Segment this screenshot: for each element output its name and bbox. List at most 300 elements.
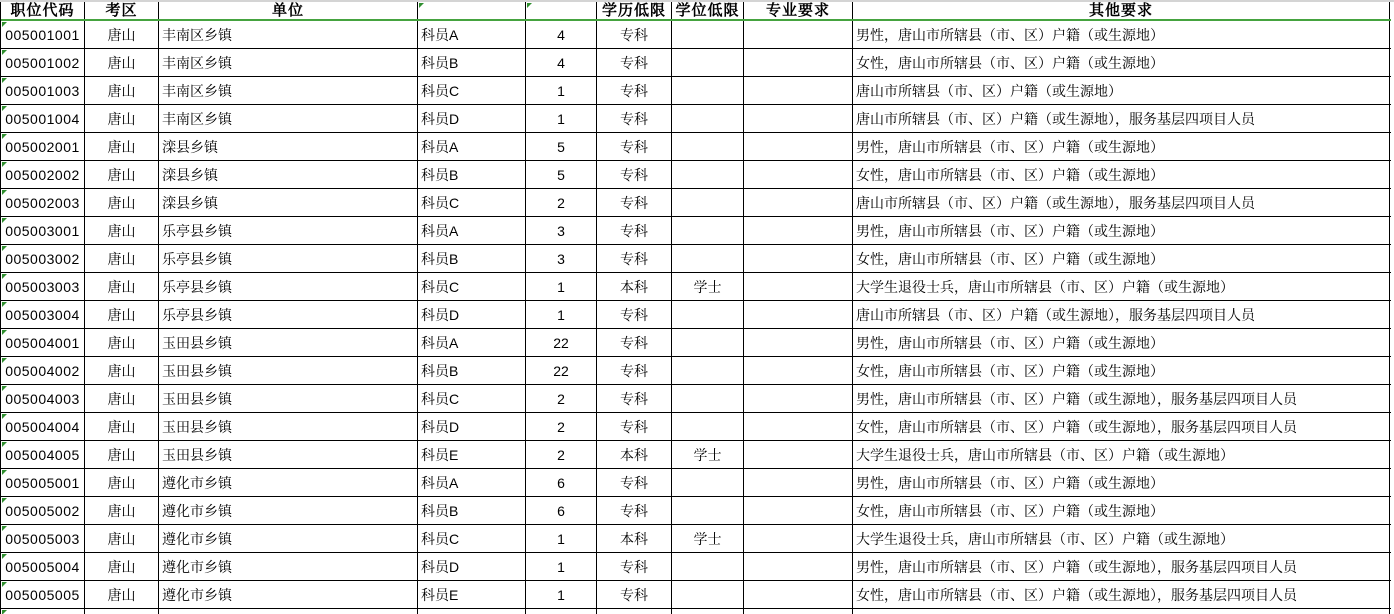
cell-major-requirement[interactable] [744,301,853,328]
cell-position-code[interactable] [1,385,85,412]
cell-text: 22 [553,362,569,379]
cell-min-degree[interactable] [672,217,744,244]
cell-recruit-count[interactable] [526,525,597,552]
cell-other-requirements[interactable] [853,441,1390,468]
cell-position-title[interactable] [418,217,526,244]
cell-min-degree[interactable] [672,189,744,216]
cell-text: 唐山 [107,474,136,491]
cell-recruit-count[interactable] [526,581,597,608]
cell-text: 丰南区乡镇 [162,26,232,43]
cell-min-degree[interactable] [672,385,744,412]
cell-position-title[interactable] [418,385,526,412]
cell-position-title[interactable] [418,49,526,76]
cell-text: 6 [557,502,565,519]
cell-recruit-count[interactable] [526,161,597,188]
cell-exam-district[interactable] [85,105,159,132]
cell-position-title[interactable] [418,189,526,216]
cell-exam-district[interactable] [85,497,159,524]
cell-text: 科员D [421,558,460,575]
cell-major-requirement[interactable] [744,441,853,468]
cell-exam-district[interactable] [85,217,159,244]
cell-position-code[interactable] [1,441,85,468]
cell-other-requirements[interactable] [853,105,1390,132]
cell-other-requirements[interactable] [853,581,1390,608]
cell-text: 2 [557,446,565,463]
header-position-title[interactable] [418,2,526,19]
cell-major-requirement[interactable] [744,413,853,440]
cell-position-code[interactable] [1,497,85,524]
cell-exam-district[interactable] [85,21,159,48]
cell-unit[interactable] [159,525,418,552]
cell-text: 22 [553,334,569,351]
cell-recruit-count[interactable] [526,301,597,328]
cell-major-requirement[interactable] [744,273,853,300]
cell-other-requirements[interactable] [853,609,1390,614]
cell-position-code[interactable] [1,245,85,272]
cell-min-education[interactable] [597,329,672,356]
table-row [1,49,1391,77]
cell-text: 学士 [693,446,722,463]
cell-text: 遵化市乡镇 [162,586,232,603]
green-flag-triangle-icon [2,582,7,587]
cell-min-education[interactable] [597,441,672,468]
cell-recruit-count[interactable] [526,245,597,272]
table-header-row [1,2,1391,21]
cell-min-education[interactable] [597,497,672,524]
cell-position-code[interactable] [1,21,85,48]
cell-position-code[interactable] [1,49,85,76]
cell-text: 专科 [620,558,648,575]
header-unit[interactable]: 单位 [159,2,418,19]
cell-major-requirement[interactable] [744,189,853,216]
cell-min-education[interactable] [597,49,672,76]
cell-text: 科员A [421,334,459,351]
cell-text: 专科 [620,166,648,183]
cell-exam-district[interactable] [85,413,159,440]
cell-text: 女性，唐山市所辖县（市、区）户籍（或生源地），服务基层四项目人员 [856,586,1297,603]
cell-position-code[interactable] [1,273,85,300]
cell-position-code[interactable] [1,329,85,356]
cell-text: 唐山 [107,362,136,379]
cell-min-education[interactable] [597,553,672,580]
cell-position-code[interactable] [1,217,85,244]
cell-text: 玉田县乡镇 [162,334,232,351]
cell-text: 女性，唐山市所辖县（市、区）户籍（或生源地） [856,502,1164,519]
cell-major-requirement[interactable] [744,21,853,48]
cell-recruit-count[interactable] [526,329,597,356]
cell-position-title[interactable] [418,161,526,188]
cell-text: 大学生退役士兵，唐山市所辖县（市、区）户籍（或生源地） [856,446,1234,463]
cell-exam-district[interactable] [85,525,159,552]
cell-unit[interactable] [159,357,418,384]
cell-min-education[interactable] [597,161,672,188]
green-flag-triangle-icon [2,50,7,55]
cell-other-requirements[interactable] [853,161,1390,188]
cell-min-degree[interactable] [672,609,744,614]
cell-position-title[interactable] [418,609,526,614]
cell-other-requirements[interactable] [853,301,1390,328]
cell-unit[interactable] [159,49,418,76]
cell-text: 专科 [620,54,648,71]
green-flag-triangle-icon [2,274,7,279]
cell-other-requirements[interactable] [853,497,1390,524]
cell-other-requirements[interactable] [853,357,1390,384]
cell-text: 005002002 [5,166,80,183]
cell-major-requirement[interactable] [744,357,853,384]
cell-position-code[interactable] [1,189,85,216]
cell-exam-district[interactable] [85,357,159,384]
cell-other-requirements[interactable] [853,245,1390,272]
cell-unit[interactable] [159,21,418,48]
cell-min-education[interactable] [597,105,672,132]
cell-min-degree[interactable] [672,525,744,552]
cell-unit[interactable] [159,245,418,272]
cell-min-education[interactable] [597,609,672,614]
cell-min-degree[interactable] [672,245,744,272]
partial-table-row [1,609,1391,614]
cell-position-code[interactable] [1,581,85,608]
cell-position-title[interactable] [418,245,526,272]
cell-position-code[interactable] [1,357,85,384]
green-flag-triangle-icon [2,162,7,167]
cell-text: 玉田县乡镇 [162,418,232,435]
cell-unit[interactable] [159,217,418,244]
cell-text: 005003002 [5,250,80,267]
cell-text: 乐亭县乡镇 [162,222,232,239]
cell-unit[interactable] [159,497,418,524]
green-flag-triangle-icon [2,526,7,531]
cell-text: 科员A [421,222,459,239]
cell-exam-district[interactable] [85,385,159,412]
cell-other-requirements[interactable] [853,21,1390,48]
cell-position-title[interactable] [418,581,526,608]
cell-text: 005002001 [5,138,80,155]
cell-text: 滦县乡镇 [162,194,218,211]
cell-min-education[interactable] [597,189,672,216]
cell-min-degree[interactable] [672,581,744,608]
cell-exam-district[interactable] [85,469,159,496]
cell-unit[interactable] [159,301,418,328]
cell-min-education[interactable] [597,77,672,104]
cell-position-title[interactable] [418,77,526,104]
cell-text: 唐山 [107,250,136,267]
cell-text: 1 [557,586,565,603]
table-row [1,217,1391,245]
header-major-requirement[interactable]: 专业要求 [744,2,853,19]
cell-position-title[interactable] [418,301,526,328]
cell-min-education[interactable] [597,133,672,160]
cell-major-requirement[interactable] [744,469,853,496]
cell-min-degree[interactable] [672,161,744,188]
cell-text: 科员D [421,110,460,127]
cell-unit[interactable] [159,273,418,300]
cell-text: 4 [557,54,565,71]
cell-other-requirements[interactable] [853,273,1390,300]
cell-text: 丰南区乡镇 [162,54,232,71]
cell-position-title[interactable] [418,413,526,440]
cell-major-requirement[interactable] [744,497,853,524]
cell-text: 学士 [693,530,722,547]
cell-min-education[interactable] [597,469,672,496]
cell-exam-district[interactable] [85,581,159,608]
cell-recruit-count[interactable] [526,77,597,104]
cell-text: 唐山市所辖县（市、区）户籍（或生源地） [856,82,1122,99]
cell-text: 男性，唐山市所辖县（市、区）户籍（或生源地） [856,334,1164,351]
cell-min-education[interactable] [597,357,672,384]
cell-position-code[interactable] [1,133,85,160]
cell-position-code[interactable] [1,77,85,104]
cell-min-degree[interactable] [672,273,744,300]
cell-exam-district[interactable] [85,329,159,356]
cell-unit[interactable] [159,609,418,614]
cell-text: 专科 [620,586,648,603]
cell-recruit-count[interactable] [526,105,597,132]
cell-major-requirement[interactable] [744,49,853,76]
cell-major-requirement[interactable] [744,609,853,614]
green-flag-triangle-icon [2,414,7,419]
cell-recruit-count[interactable] [526,413,597,440]
cell-recruit-count[interactable] [526,133,597,160]
cell-text: 2 [557,418,565,435]
cell-other-requirements[interactable] [853,385,1390,412]
cell-text: 科员B [421,54,459,71]
cell-unit[interactable] [159,581,418,608]
cell-min-degree[interactable] [672,49,744,76]
cell-recruit-count[interactable] [526,385,597,412]
cell-position-title[interactable] [418,469,526,496]
cell-min-degree[interactable] [672,301,744,328]
cell-unit[interactable] [159,553,418,580]
cell-min-degree[interactable] [672,329,744,356]
cell-other-requirements[interactable] [853,553,1390,580]
cell-unit[interactable] [159,413,418,440]
cell-min-education[interactable] [597,273,672,300]
cell-major-requirement[interactable] [744,581,853,608]
cell-position-code[interactable] [1,105,85,132]
green-flag-triangle-icon [2,330,7,335]
cell-exam-district[interactable] [85,609,159,614]
cell-min-education[interactable] [597,385,672,412]
cell-text: 唐山 [107,530,136,547]
header-min-education[interactable]: 学历低限 [597,2,672,19]
cell-other-requirements[interactable] [853,133,1390,160]
cell-text: 3 [557,250,565,267]
cell-unit[interactable] [159,189,418,216]
cell-major-requirement[interactable] [744,245,853,272]
cell-position-title[interactable] [418,273,526,300]
cell-recruit-count[interactable] [526,441,597,468]
cell-min-education[interactable] [597,525,672,552]
cell-position-title[interactable] [418,357,526,384]
green-flag-triangle-icon [2,218,7,223]
cell-text: 专科 [620,502,648,519]
cell-major-requirement[interactable] [744,105,853,132]
cell-min-degree[interactable] [672,469,744,496]
cell-min-degree[interactable] [672,413,744,440]
cell-min-degree[interactable] [672,77,744,104]
green-flag-triangle-icon [2,22,7,27]
cell-text: 3 [557,222,565,239]
cell-major-requirement[interactable] [744,77,853,104]
cell-min-degree[interactable] [672,357,744,384]
cell-text: 唐山 [107,222,136,239]
table-row [1,273,1391,301]
green-flag-triangle-icon [2,442,7,447]
header-min-degree[interactable]: 学位低限 [672,2,744,19]
cell-other-requirements[interactable] [853,189,1390,216]
header-other-requirements[interactable]: 其他要求 [853,2,1390,19]
cell-min-degree[interactable] [672,441,744,468]
cell-other-requirements[interactable] [853,413,1390,440]
cell-min-education[interactable] [597,413,672,440]
cell-text: 005005001 [5,474,80,491]
green-flag-triangle-icon [419,3,424,8]
cell-other-requirements[interactable] [853,77,1390,104]
cell-recruit-count[interactable] [526,273,597,300]
cell-text: 女性，唐山市所辖县（市、区）户籍（或生源地） [856,54,1164,71]
cell-text: 专科 [620,138,648,155]
header-recruit-count[interactable] [526,2,597,19]
cell-position-title[interactable] [418,133,526,160]
cell-text: 本科 [620,446,648,463]
cell-unit[interactable] [159,441,418,468]
cell-position-code[interactable] [1,469,85,496]
cell-text: 5 [557,166,565,183]
cell-min-degree[interactable] [672,105,744,132]
cell-major-requirement[interactable] [744,385,853,412]
cell-text: 唐山市所辖县（市、区）户籍（或生源地），服务基层四项目人员 [856,194,1255,211]
cell-unit[interactable] [159,161,418,188]
cell-other-requirements[interactable] [853,217,1390,244]
cell-text: 2 [557,390,565,407]
cell-other-requirements[interactable] [853,329,1390,356]
cell-major-requirement[interactable] [744,329,853,356]
cell-major-requirement[interactable] [744,553,853,580]
cell-recruit-count[interactable] [526,497,597,524]
cell-text: 玉田县乡镇 [162,362,232,379]
cell-position-title[interactable] [418,329,526,356]
cell-min-degree[interactable] [672,21,744,48]
cell-text: 唐山 [107,26,136,43]
cell-text: 科员B [421,166,459,183]
cell-unit[interactable] [159,329,418,356]
green-flag-triangle-icon [2,358,7,363]
cell-min-education[interactable] [597,245,672,272]
cell-recruit-count[interactable] [526,609,597,614]
header-exam-district[interactable]: 考区 [85,2,159,19]
cell-text: 专科 [620,474,648,491]
cell-position-title[interactable] [418,441,526,468]
cell-exam-district[interactable] [85,189,159,216]
cell-text: 科员A [421,474,459,491]
cell-text: 男性，唐山市所辖县（市、区）户籍（或生源地），服务基层四项目人员 [856,390,1297,407]
cell-position-title[interactable] [418,525,526,552]
cell-exam-district[interactable] [85,553,159,580]
cell-unit[interactable] [159,77,418,104]
cell-min-education[interactable] [597,301,672,328]
cell-position-code[interactable] [1,161,85,188]
cell-major-requirement[interactable] [744,133,853,160]
cell-text: 遵化市乡镇 [162,530,232,547]
cell-position-code[interactable] [1,553,85,580]
green-flag-triangle-icon [2,302,7,307]
table-row [1,441,1391,469]
cell-exam-district[interactable] [85,77,159,104]
cell-major-requirement[interactable] [744,217,853,244]
cell-min-degree[interactable] [672,497,744,524]
cell-exam-district[interactable] [85,133,159,160]
table-row [1,161,1391,189]
cell-exam-district[interactable] [85,273,159,300]
cell-recruit-count[interactable] [526,357,597,384]
cell-unit[interactable] [159,469,418,496]
cell-text: 科员B [421,502,459,519]
cell-major-requirement[interactable] [744,525,853,552]
cell-text: 1 [557,82,565,99]
cell-text: 005004003 [5,390,80,407]
cell-text: 科员B [421,250,459,267]
cell-position-code[interactable] [1,413,85,440]
cell-position-code[interactable] [1,609,85,614]
cell-recruit-count[interactable] [526,217,597,244]
cell-position-title[interactable] [418,21,526,48]
cell-min-education[interactable] [597,581,672,608]
cell-text: 唐山 [107,54,136,71]
cell-position-code[interactable] [1,301,85,328]
cell-text: 女性，唐山市所辖县（市、区）户籍（或生源地），服务基层四项目人员 [856,418,1297,435]
cell-min-degree[interactable] [672,553,744,580]
table-row [1,329,1391,357]
cell-major-requirement[interactable] [744,161,853,188]
cell-text: 专科 [620,222,648,239]
cell-min-education[interactable] [597,217,672,244]
cell-recruit-count[interactable] [526,189,597,216]
cell-position-title[interactable] [418,553,526,580]
cell-text: 女性，唐山市所辖县（市、区）户籍（或生源地） [856,250,1164,267]
cell-unit[interactable] [159,133,418,160]
header-position-code[interactable]: 职位代码 [1,2,85,19]
cell-unit[interactable] [159,105,418,132]
cell-text: 遵化市乡镇 [162,502,232,519]
cell-exam-district[interactable] [85,301,159,328]
cell-position-code[interactable] [1,525,85,552]
cell-text: 005001001 [5,26,80,43]
cell-recruit-count[interactable] [526,469,597,496]
cell-text: 男性，唐山市所辖县（市、区）户籍（或生源地） [856,474,1164,491]
cell-text: 丰南区乡镇 [162,110,232,127]
cell-text: 科员D [421,306,460,323]
cell-exam-district[interactable] [85,245,159,272]
cell-recruit-count[interactable] [526,553,597,580]
cell-text: 2 [557,194,565,211]
cell-min-degree[interactable] [672,133,744,160]
cell-text: 唐山 [107,586,136,603]
cell-exam-district[interactable] [85,161,159,188]
cell-text: 专科 [620,194,648,211]
cell-other-requirements[interactable] [853,525,1390,552]
cell-exam-district[interactable] [85,49,159,76]
cell-unit[interactable] [159,385,418,412]
cell-text: 唐山 [107,558,136,575]
cell-exam-district[interactable] [85,441,159,468]
cell-other-requirements[interactable] [853,49,1390,76]
cell-recruit-count[interactable] [526,49,597,76]
cell-min-education[interactable] [597,21,672,48]
cell-position-title[interactable] [418,105,526,132]
cell-recruit-count[interactable] [526,21,597,48]
cell-position-title[interactable] [418,497,526,524]
cell-other-requirements[interactable] [853,469,1390,496]
